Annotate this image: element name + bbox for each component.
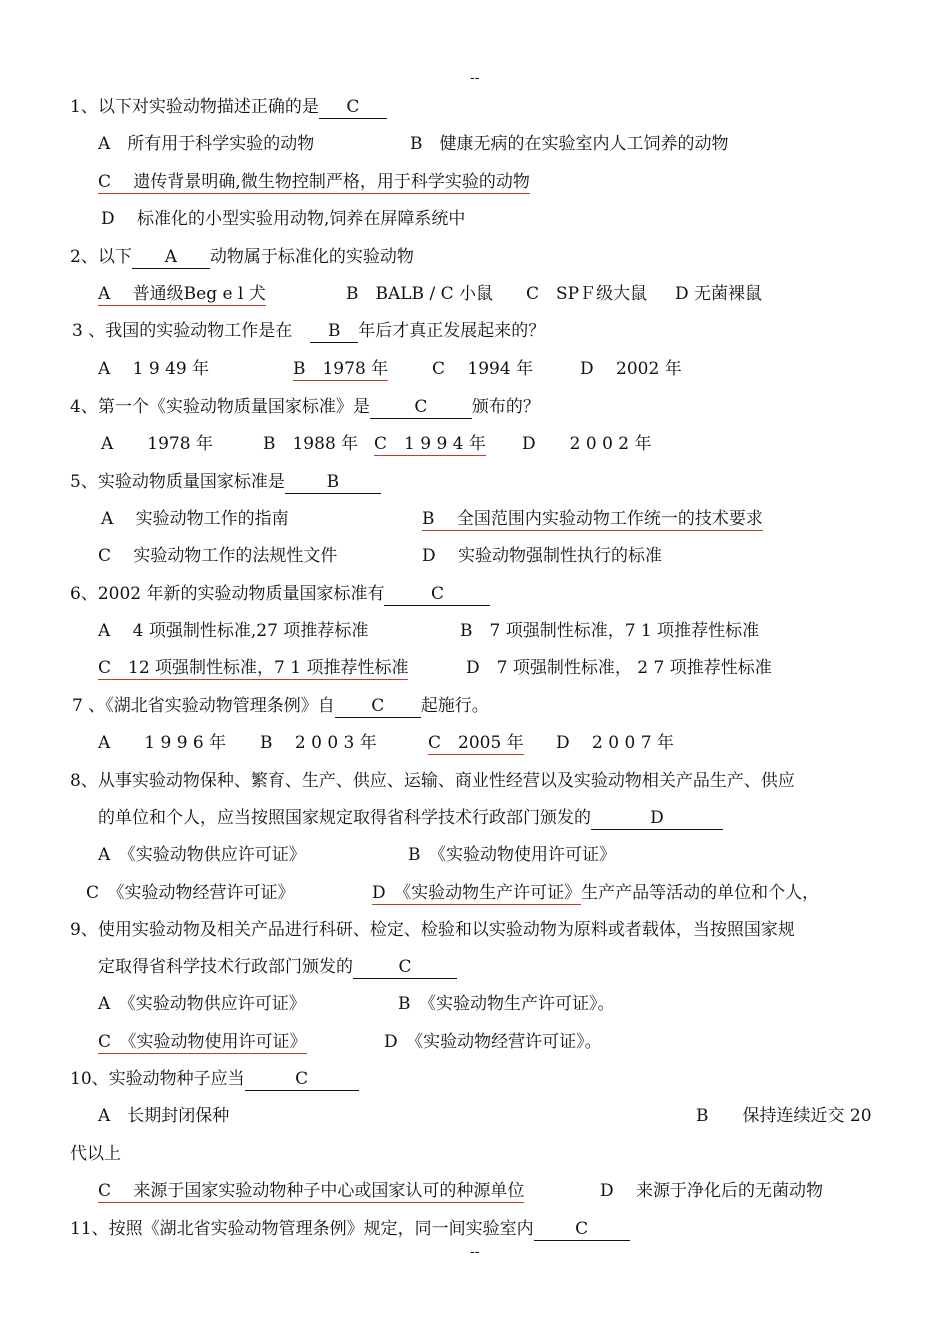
q6-option-c[interactable] [98, 657, 408, 679]
q7-option-a[interactable]: A 1 9 9 6 年 [98, 733, 227, 753]
answer-blank[interactable]: D [591, 807, 723, 830]
correct-answer-mark: B 全国范围内实验动物工作统一的技术要求 [422, 509, 763, 529]
q4-option-c[interactable] [374, 433, 486, 455]
answer-blank[interactable]: B [285, 471, 381, 494]
stem-text: 4、第一个《实验动物质量国家标准》是 [70, 397, 370, 417]
q5-option-a[interactable]: A 实验动物工作的指南 [101, 509, 289, 529]
q2-option-b[interactable]: B BALB / C 小鼠 [346, 284, 493, 304]
q2-option-c[interactable]: C SPＦ级大鼠 [526, 284, 648, 304]
correct-answer-mark: C 12 项强制性标准，7 1 项推荐性标准 [98, 658, 409, 678]
q5-option-c[interactable]: C 实验动物工作的法规性文件 [98, 546, 338, 566]
question-1-stem [70, 96, 387, 119]
q6-option-d[interactable]: D 7 项强制性标准， 2 7 项推荐性标准 [466, 658, 772, 678]
stem-text: 6、2002 年新的实验动物质量国家标准有 [70, 584, 385, 604]
answer-blank[interactable]: C [335, 695, 421, 718]
q9-option-a[interactable]: A 《实验动物供应许可证》 [98, 994, 306, 1014]
q8-option-b[interactable]: B 《实验动物使用许可证》 [408, 845, 616, 865]
q7-option-c[interactable] [428, 732, 524, 754]
q5-option-b[interactable] [422, 508, 763, 530]
correct-answer-mark: B 1978 年 [293, 359, 389, 379]
stem-text: 的单位和个人，应当按照国家规定取得省科学技术行政部门颁发的 [98, 808, 591, 828]
q2-option-d[interactable]: D 无菌裸鼠 [675, 284, 763, 304]
question-9-stem-line2 [98, 956, 457, 979]
stem-text: 年后才真正发展起来的？ [358, 321, 546, 341]
q2-option-a[interactable] [98, 283, 266, 305]
question-3-stem [72, 320, 545, 343]
q10-option-d[interactable]: D 来源于净化后的无菌动物 [600, 1181, 824, 1201]
q7-option-d[interactable]: D 2 0 0 7 年 [556, 733, 674, 753]
stem-text: 颁布的？ [471, 397, 540, 417]
correct-answer-mark: C 来源于国家实验动物种子中心或国家认可的种源单位 [98, 1181, 525, 1201]
question-5-stem [70, 471, 381, 494]
stem-text: 11、按照《湖北省实验动物管理条例》规定，同一间实验室内 [70, 1219, 534, 1239]
q4-option-a[interactable]: A 1978 年 [101, 434, 213, 454]
question-6-stem [70, 583, 490, 606]
stem-text: 起施行。 [420, 696, 489, 716]
q10-option-b[interactable]: B 保持连续近交 20 [696, 1106, 872, 1126]
answer-blank[interactable]: C [319, 96, 387, 119]
correct-answer-mark: C 《实验动物使用许可证》 [98, 1032, 307, 1052]
q9-option-b[interactable]: B 《实验动物生产许可证》。 [398, 994, 615, 1014]
q6-option-b[interactable]: B 7 项强制性标准，7 1 项推荐性标准 [460, 621, 760, 641]
question-9-stem-line1: 9、使用实验动物及相关产品进行科研、检定、检验和以实验动物为原料或者载体，当按照国家规 [70, 920, 795, 940]
q10-option-a[interactable]: A 长期封闭保种 [98, 1106, 230, 1126]
stem-text: 3 、我国的实验动物工作是在 [72, 321, 293, 341]
answer-blank[interactable]: C [534, 1218, 630, 1241]
stem-text: 1、以下对实验动物描述正确的是 [70, 97, 319, 117]
correct-answer-mark: C 2005 年 [428, 733, 524, 753]
q9-option-d[interactable]: D 《实验动物经营许可证》。 [384, 1032, 602, 1052]
answer-blank[interactable]: A [132, 246, 210, 269]
q8-option-c[interactable]: C 《实验动物经营许可证》 [86, 883, 295, 903]
q3-option-c[interactable]: C 1994 年 [432, 359, 534, 379]
q3-option-b[interactable] [293, 358, 388, 380]
stem-text: 2、以下 [70, 247, 132, 267]
correct-answer-mark: C 遗传背景明确,微生物控制严格，用于科学实验的动物 [98, 172, 530, 192]
stem-text: 动物属于标准化的实验动物 [209, 247, 414, 267]
question-11-stem [70, 1218, 630, 1241]
question-10-stem [70, 1068, 359, 1091]
q1-option-c[interactable] [98, 171, 530, 193]
question-8-stem-line1: 8、从事实验动物保种、繁育、生产、供应、运输、商业性经营以及实验动物相关产品生产、供应 [70, 771, 795, 791]
correct-answer-mark: A 普通级Beg e l 犬 [98, 284, 266, 304]
q6-option-a[interactable]: A 4 项强制性标准,27 项推荐标准 [98, 621, 369, 641]
stem-text: 10、实验动物种子应当 [70, 1069, 245, 1089]
header-mark: -- [470, 70, 480, 86]
q4-option-d[interactable]: D 2 0 0 2 年 [522, 434, 652, 454]
answer-blank[interactable]: C [370, 396, 472, 419]
q5-option-d[interactable]: D 实验动物强制性执行的标准 [422, 546, 663, 566]
q8-option-a[interactable]: A 《实验动物供应许可证》 [98, 845, 306, 865]
q4-option-b[interactable]: B 1988 年 [263, 434, 359, 454]
q8-option-d[interactable] [372, 882, 819, 904]
q1-option-d[interactable]: D 标准化的小型实验用动物,饲养在屏障系统中 [101, 209, 466, 229]
footer-mark: -- [470, 1244, 480, 1260]
q9-option-c[interactable] [98, 1031, 307, 1053]
question-4-stem [70, 396, 540, 419]
q10-option-c[interactable] [98, 1180, 524, 1202]
q3-option-d[interactable]: D 2002 年 [580, 359, 682, 379]
q1-option-a[interactable]: A 所有用于科学实验的动物 [98, 134, 315, 154]
question-2-stem [70, 246, 414, 269]
answer-blank[interactable]: B [310, 320, 358, 343]
answer-blank[interactable]: C [353, 956, 457, 979]
stem-text: 5、实验动物质量国家标准是 [70, 472, 285, 492]
answer-blank[interactable]: C [245, 1068, 359, 1091]
q1-option-b[interactable]: B 健康无病的在实验室内人工饲养的动物 [410, 134, 729, 154]
stem-text: 定取得省科学技术行政部门颁发的 [98, 957, 353, 977]
q7-option-b[interactable]: B 2 0 0 3 年 [260, 733, 377, 753]
q3-option-a[interactable]: A 1 9 49 年 [98, 359, 210, 379]
correct-answer-mark: D 《实验动物生产许可证》 [372, 883, 582, 903]
q10-option-b-continued: 代以上 [70, 1144, 121, 1164]
option-tail-text: 生产产品等活动的单位和个人， [581, 883, 820, 903]
question-7-stem [72, 695, 489, 718]
correct-answer-mark: C 1 9 9 4 年 [374, 434, 486, 454]
stem-text: 7 、《湖北省实验动物管理条例》自 [72, 696, 335, 716]
answer-blank[interactable]: C [384, 583, 490, 606]
question-8-stem-line2 [98, 807, 723, 830]
